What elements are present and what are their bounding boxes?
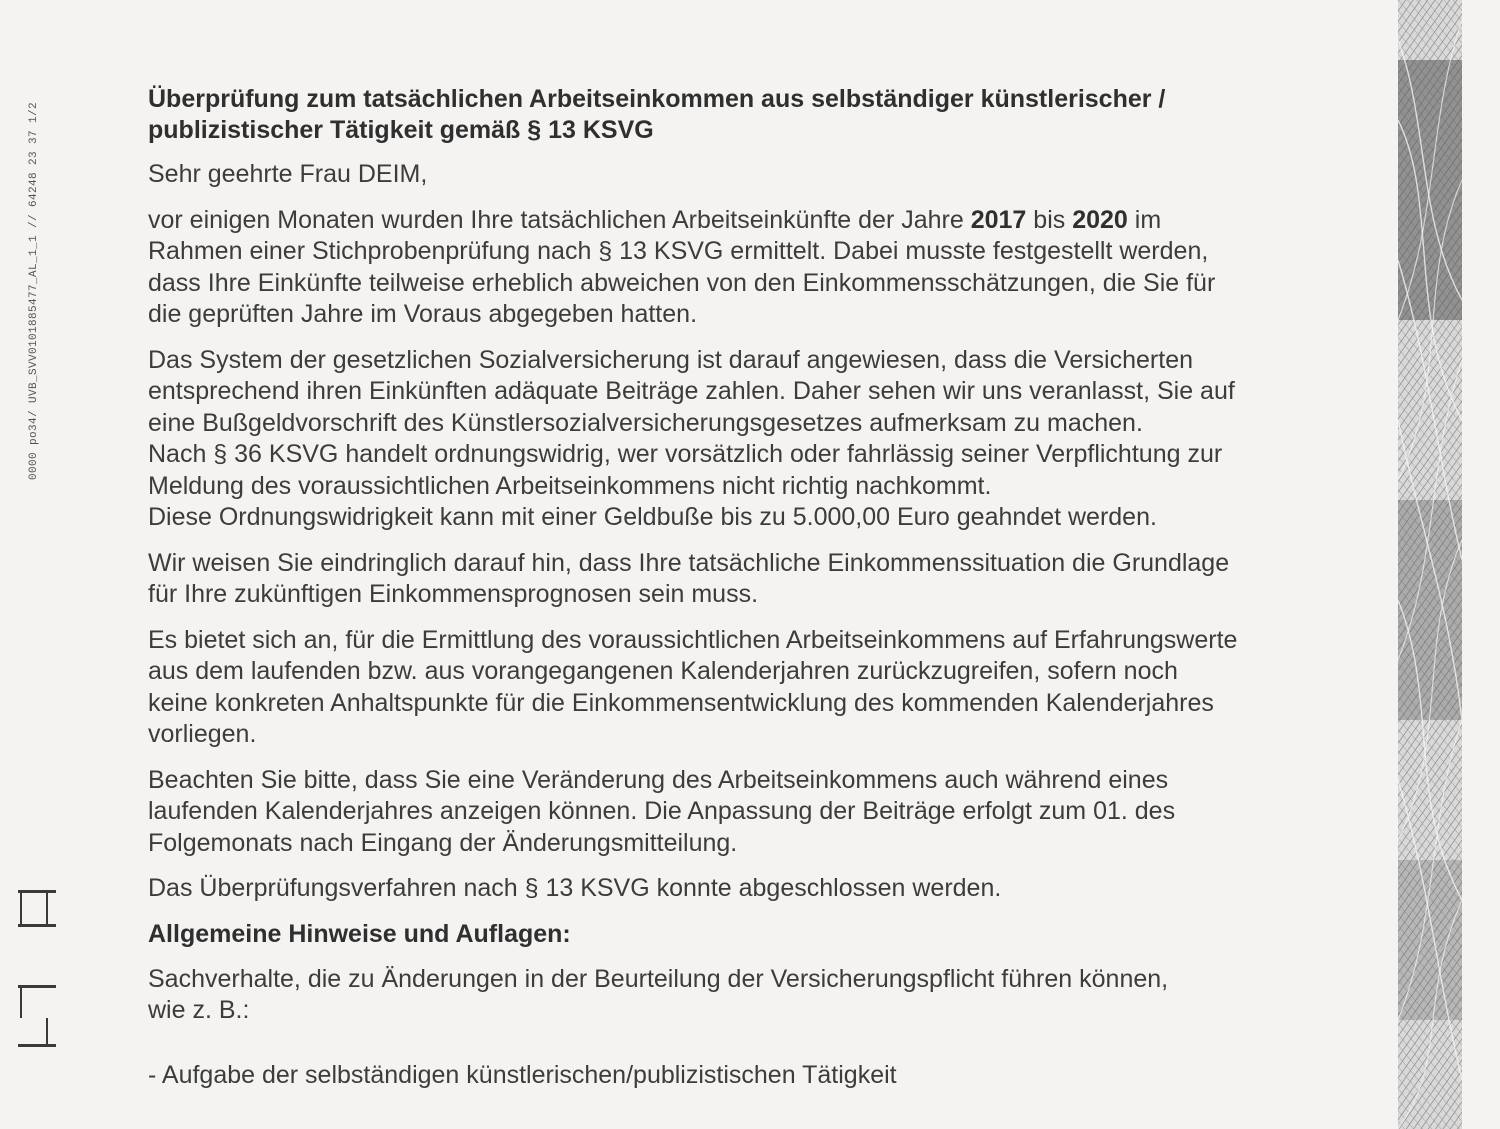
fold-mark — [18, 924, 56, 927]
paragraph-circumstances: Sachverhalte, die zu Änderungen in der Beurteilung der Versicherungspflicht führen können, wie z. B.: — [148, 964, 1169, 1024]
salutation: Sehr geehrte Frau DEIM, — [148, 160, 428, 188]
paragraph-income-basis: Wir weisen Sie eindringlich darauf hin, dass Ihre tatsächliche Einkommenssituation die Grundlage für Ihre zukünftigen Einkommensprognosen sein muss. — [148, 548, 1230, 608]
paragraph-fine-regulation: Das System der gesetzlichen Sozialversicherung ist darauf angewiesen, dass die Versicherten entsprechend ihren Einkünften adäquate Beiträge zahlen. Daher sehen wir uns veranlasst, Sie auf eine Bußgeldvorschrift des Künstlersozialversicherungsgesetzes aufmerksam zu machen. Nach § 36 KSVG handelt ordnungswidrig, wer vorsätzlich oder fahrlässig seiner Verpflichtung zur Meldung des voraussichtlichen Arbeitseinkommens nicht richtig nachkommt. Diese Ordnungswidrigkeit kann mit einer Geldbuße bis zu 5.000,00 Euro geahndet werden. — [148, 345, 1235, 531]
paragraph-sample-check: vor einigen Monaten wurden Ihre tatsächlichen Arbeitseinkünfte der Jahre 2017 bis 2020 im Rahmen einer Stichprobenprüfung nach § 13 KSVG ermittelt. Dabei musste festgestellt werden, dass Ihre Einkünfte teilweise erheblich abweichen von den Einkommensschätzungen, die Sie für die geprüften Jahre im Voraus abgegeben hatten. — [148, 205, 1216, 328]
subject-line-2: publizistischer Tätigkeit gemäß § 13 KSVG — [148, 116, 654, 144]
fold-mark — [18, 890, 56, 893]
subject-line — [148, 84, 1378, 146]
fold-mark — [46, 893, 48, 925]
letter-body — [148, 84, 1378, 1091]
fold-mark — [18, 985, 56, 988]
paragraph-experience-values: Es bietet sich an, für die Ermittlung des voraussichtlichen Arbeitseinkommens auf Erfahrungswerte aus dem laufenden bzw. aus vorangegangenen Kalenderjahren zurückzugreifen, sofern noch keine konkreten Anhaltspunkte für die Einkommensentwicklung des kommenden Kalenderjahres vorliegen. — [148, 625, 1238, 748]
side-reference-code: 0000 po34/ UVB_SVV0101885477_AL_1_1 // 64248 23 37 1/2 — [28, 101, 40, 480]
fold-mark — [20, 988, 22, 1018]
section-heading: Allgemeine Hinweise und Auflagen: — [148, 919, 571, 948]
fold-mark — [46, 1018, 48, 1044]
security-pattern-band — [1398, 0, 1462, 1129]
subject-line-1: Überprüfung zum tatsächlichen Arbeitseinkommen aus selbständiger künstlerischer / — [148, 85, 1166, 113]
year-from: 2017 — [970, 205, 1027, 234]
fold-mark — [18, 1044, 56, 1047]
paragraph-procedure-closed: Das Überprüfungsverfahren nach § 13 KSVG konnte abgeschlossen werden. — [148, 874, 1002, 902]
guilloche-pattern-graphic — [1398, 0, 1462, 1129]
year-to: 2020 — [1072, 205, 1128, 234]
list-item: - Aufgabe der selbständigen künstlerischen/publizistischen Tätigkeit — [148, 1060, 897, 1089]
fold-mark — [20, 893, 22, 925]
paragraph-change-notice: Beachten Sie bitte, dass Sie eine Veränderung des Arbeitseinkommens auch während eines laufenden Kalenderjahres anzeigen können. Die Anpassung der Beiträge erfolgt zum 01. des Folgemonats nach Eingang der Änderungsmitteilung. — [148, 765, 1176, 857]
